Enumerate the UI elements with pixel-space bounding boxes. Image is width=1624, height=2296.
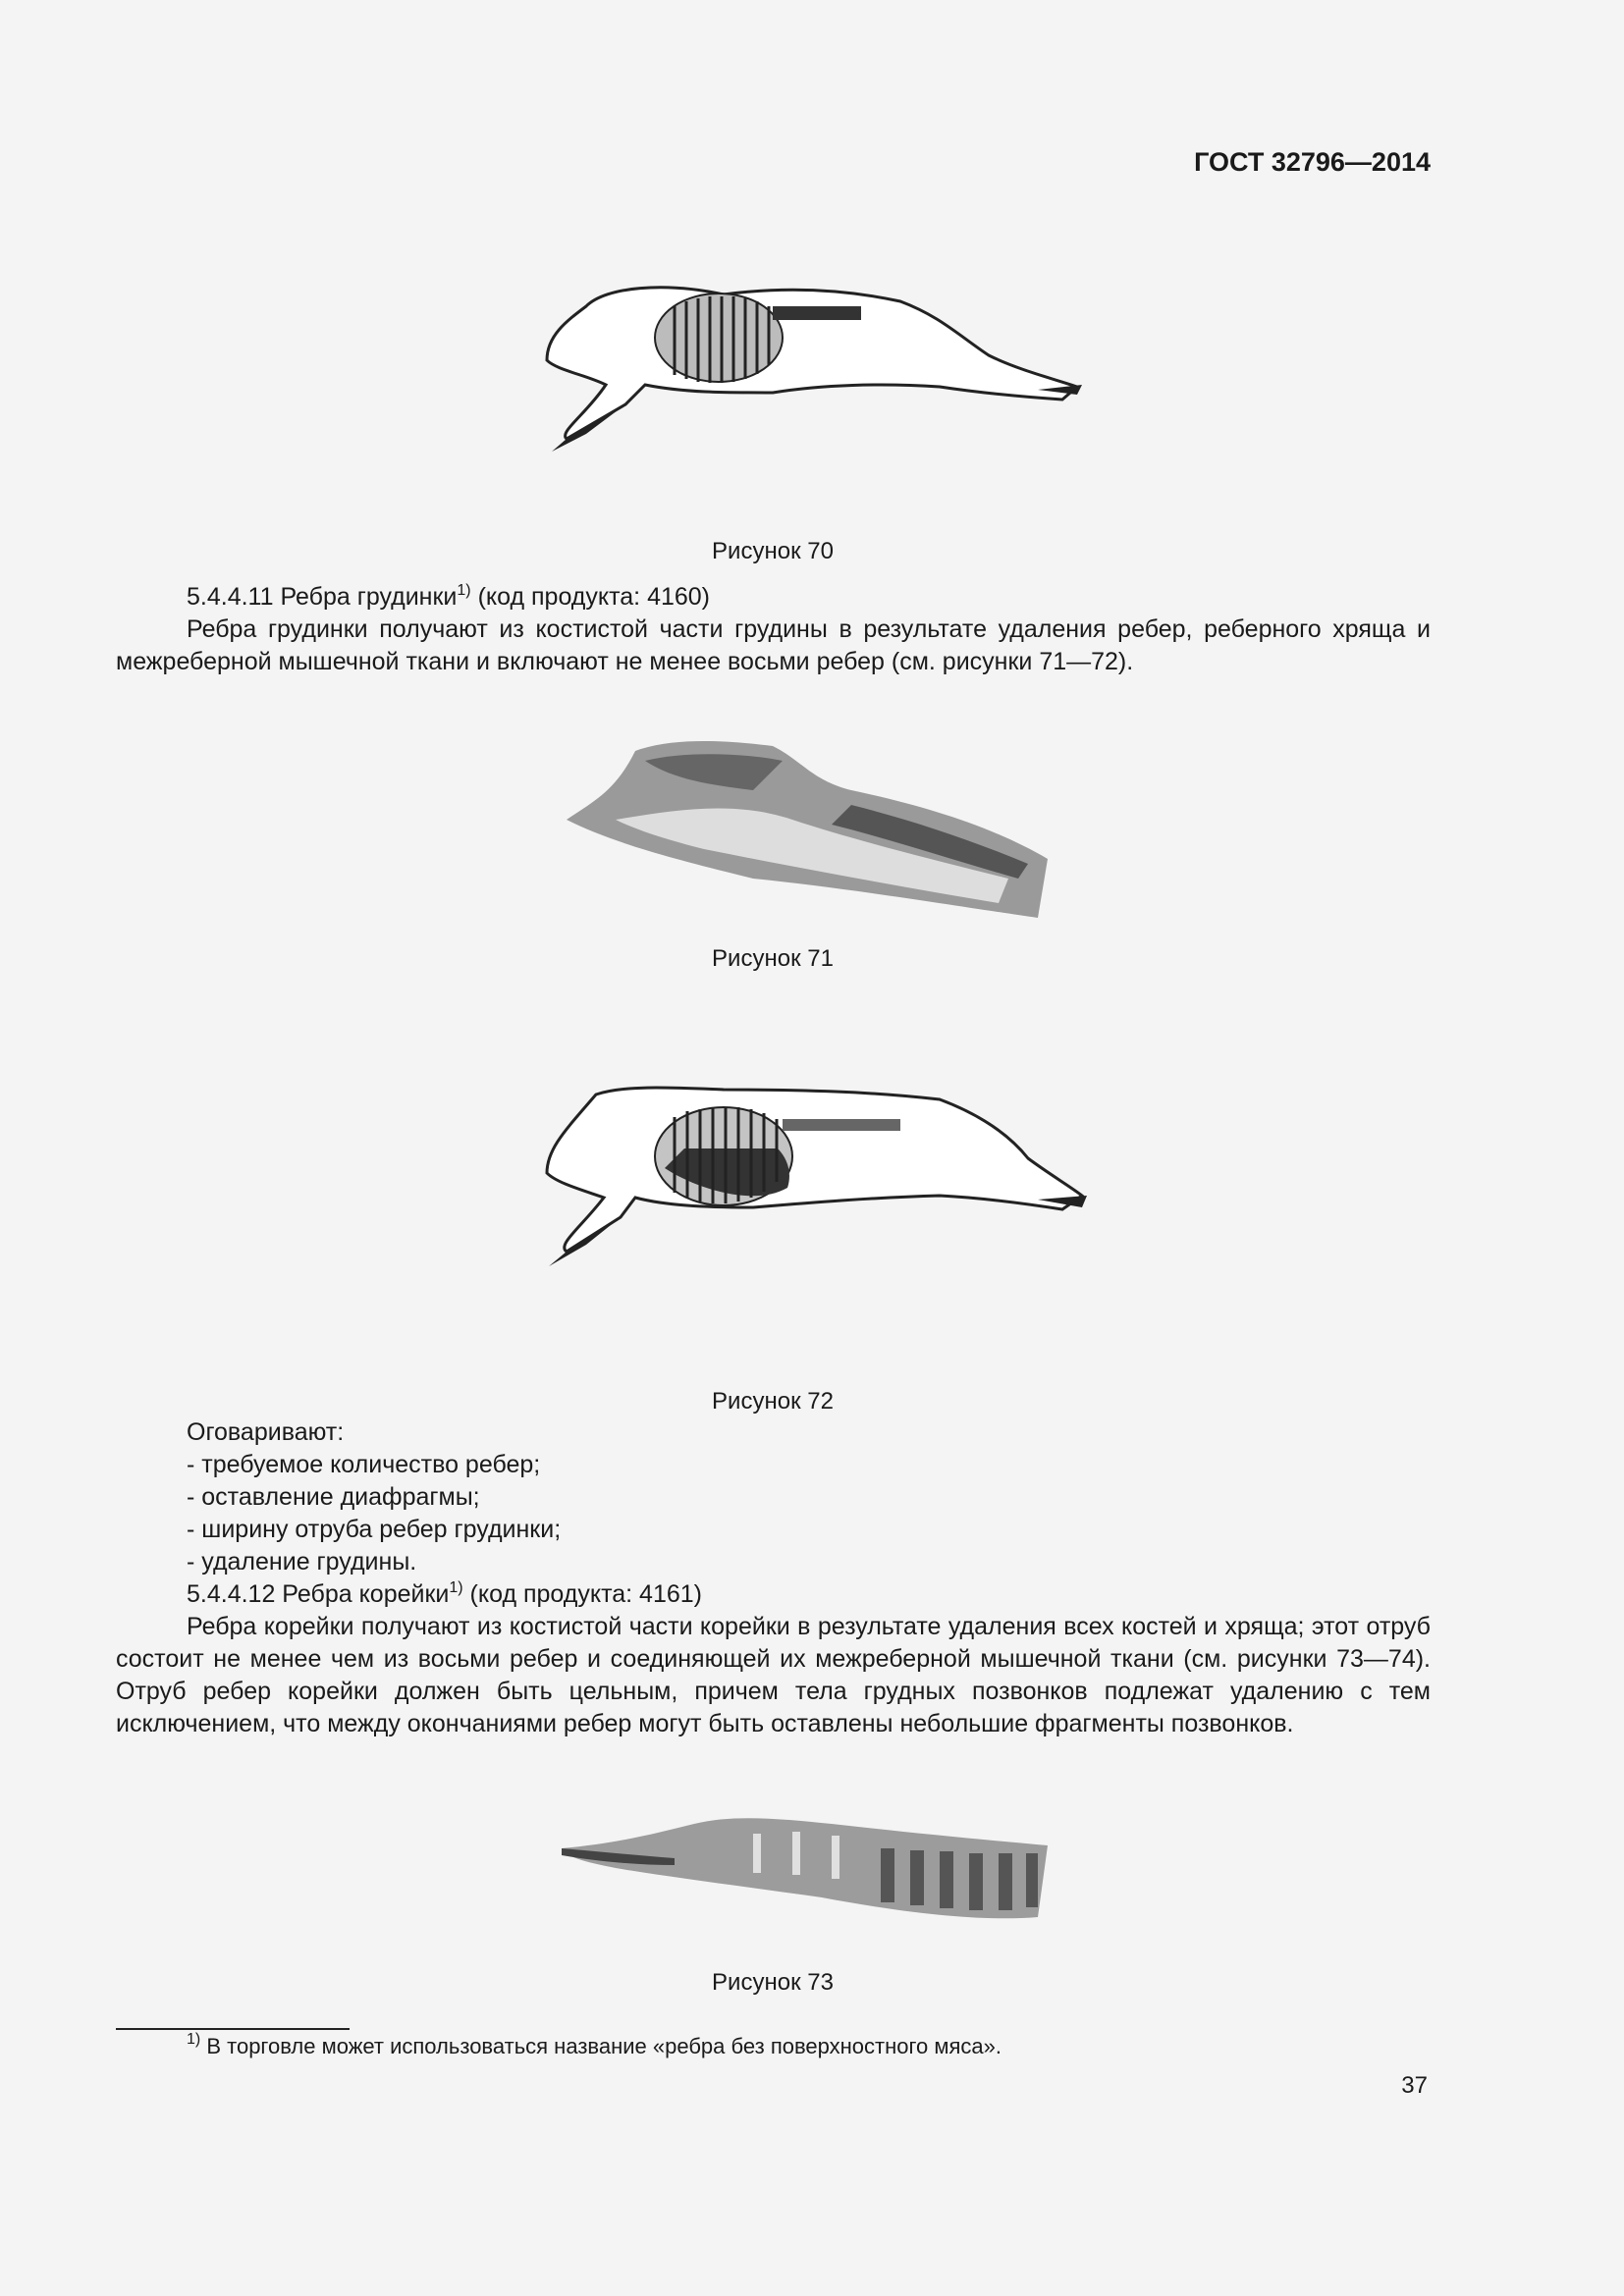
section-4161-body: Ребра корейки получают из костистой части корейки в результате удаления всех костей и хряща; этот отруб состоит не менее чем из восьми ребер и соединяющей их межреберной мышечной ткани (см. рисунки 73—74). Отруб ребер корейки должен быть цельным, причем тела грудных позвонков подлежат удалению с тем исключением, что между окончаниями ребер могут быть оставлены небольшие фрагменты позвонков. <box>116 1613 1431 1737</box>
section-4161-heading <box>116 1578 1431 1611</box>
section-4160-body: Ребра грудинки получают из костистой части грудины в результате удаления ребер, реберного хряща и межреберной мышечной ткани и включают не менее восьми ребер (см. рисунки 71—72). <box>116 615 1431 675</box>
footnote-text: В торговле может использоваться название «ребра без поверхностного мяса». <box>200 2034 1001 2058</box>
specify-item: - оставление диафрагмы; <box>187 1483 480 1511</box>
specify-item: - требуемое количество ребер; <box>187 1451 541 1478</box>
page-number: 37 <box>1401 2072 1428 2099</box>
heading-code: (код продукта: 4161) <box>462 1580 702 1608</box>
section-4160 <box>116 581 1431 678</box>
figure-72-caption: Рисунок 72 <box>712 1388 834 1415</box>
heading-text: 5.4.4.11 Ребра грудинки <box>187 583 458 611</box>
footnote <box>187 2031 1001 2059</box>
figure-70-illustration <box>0 277 1624 483</box>
figure-71-caption: Рисунок 71 <box>712 945 834 972</box>
figure-73-caption: Рисунок 73 <box>712 1969 834 1996</box>
figure-70-caption: Рисунок 70 <box>712 538 834 564</box>
footnote-ref: 1) <box>449 1579 463 1596</box>
document-header: ГОСТ 32796—2014 <box>1194 147 1431 177</box>
specify-intro: Оговаривают: <box>187 1418 345 1446</box>
specify-item: - ширину отруба ребер грудинки; <box>187 1516 562 1543</box>
figure-71-illustration <box>0 731 1624 928</box>
figure-73-illustration <box>0 1804 1624 1951</box>
figure-72-illustration <box>0 1080 1624 1301</box>
section-4160-heading <box>116 581 1431 614</box>
footnote-marker: 1) <box>187 2031 201 2048</box>
footnote-ref: 1) <box>457 582 471 599</box>
specify-item: - удаление грудины. <box>187 1548 417 1575</box>
heading-code: (код продукта: 4160) <box>470 583 711 611</box>
section-4161 <box>116 1416 1431 1740</box>
footnote-divider <box>116 2028 350 2030</box>
heading-text: 5.4.4.12 Ребра корейки <box>187 1580 450 1608</box>
